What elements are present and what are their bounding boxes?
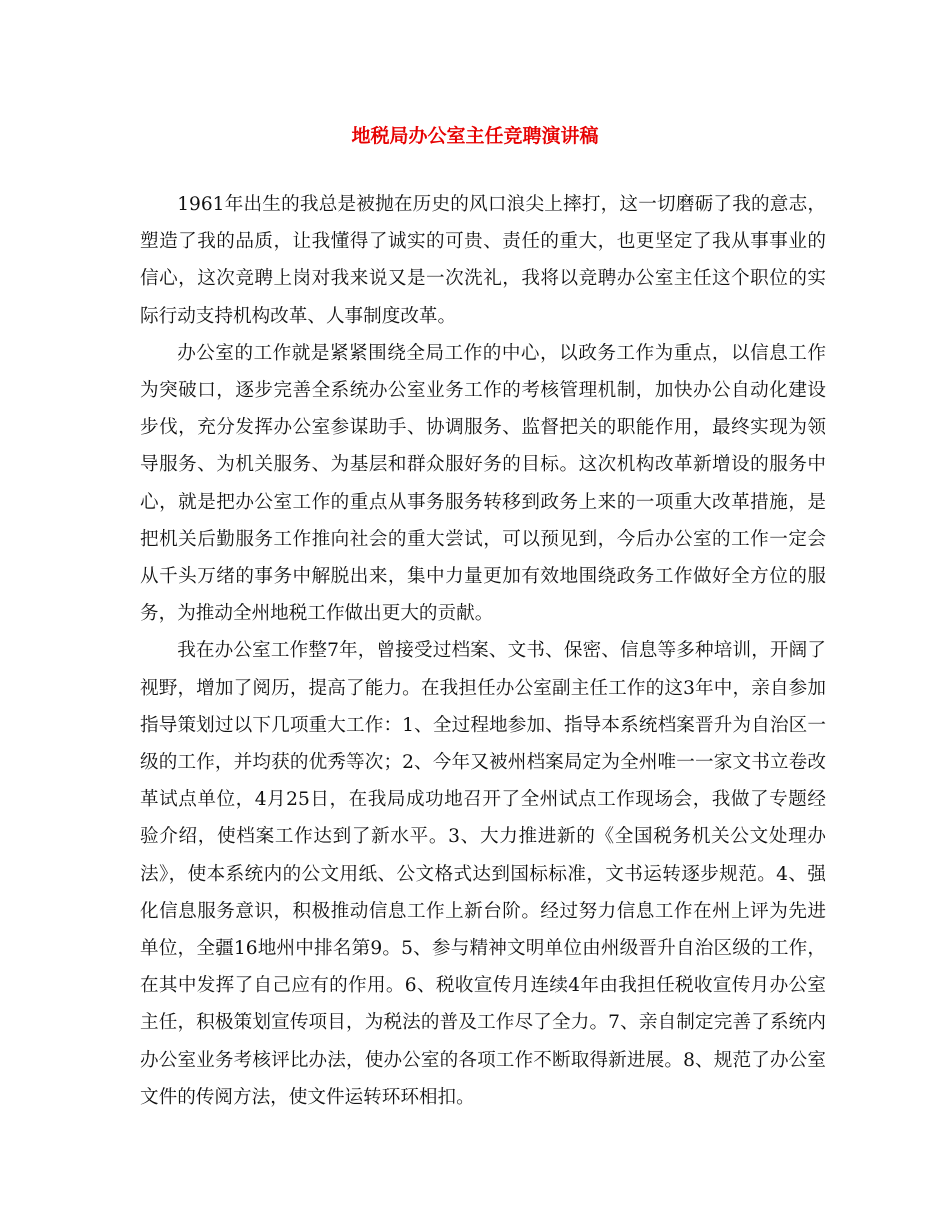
document-body: [140, 186, 826, 1116]
paragraph-1: 1961年出生的我总是被抛在历史的风口浪尖上摔打，这一切磨砺了我的意志，塑造了我的品质，让我懂得了诚实的可贵、责任的重大，也更坚定了我从事事业的信心，这次竞聘上岗对我来说又是一次洗礼，我将以竞聘办公室主任这个职位的实际行动支持机构改革、人事制度改革。: [140, 194, 826, 327]
paragraph-2: 办公室的工作就是紧紧围绕全局工作的中心，以政务工作为重点，以信息工作为突破口，逐步完善全系统办公室业务工作的考核管理机制，加快办公自动化建设步伐，充分发挥办公室参谋助手、协调服务、监督把关的职能作用，最终实现为领导服务、为机关服务、为基层和群众服好务的目标。这次机构改革新增设的服务中心，就是把办公室工作的重点从事务服务转移到政务上来的一项重大改革措施，是把机关后勤服务工作推向社会的重大尝试，可以预见到，今后办公室的工作一定会从千头万绪的事务中解脱出来，集中力量更加有效地围绕政务工作做好全方位的服务，为推动全州地税工作做出更大的贡献。: [140, 342, 826, 625]
paragraph-3: 我在办公室工作整7年，曾接受过档案、文书、保密、信息等多种培训，开阔了视野，增加了阅历，提高了能力。在我担任办公室副主任工作的这3年中，亲自参加指导策划过以下几项重大工作：1、全过程地参加、指导本系统档案晋升为自治区一级的工作，并均获的优秀等次；2、今年又被州档案局定为全州唯一一家文书立卷改革试点单位，4月25日，在我局成功地召开了全州试点工作现场会，我做了专题经验介绍，使档案工作达到了新水平。3、大力推进新的《全国税务机关公文处理办法》，使本系统内的公文用纸、公文格式达到国标标准，文书运转逐步规范。4、强化信息服务意识，积极推动信息工作上新台阶。经过努力信息工作在州上评为先进单位，全疆16地州中排名第9。5、参与精神文明单位由州级晋升自治区级的工作，在其中发挥了自己应有的作用。6、税收宣传月连续4年由我担任税收宣传月办公室主任，积极策划宣传项目，为税法的普及工作尽了全力。7、亲自制定完善了系统内办公室业务考核评比办法，使办公室的各项工作不断取得新进展。8、规范了办公室文件的传阅方法，使文件运转环环相扣。: [140, 640, 826, 1108]
document-title: 地税局办公室主任竞聘演讲稿: [351, 125, 599, 147]
